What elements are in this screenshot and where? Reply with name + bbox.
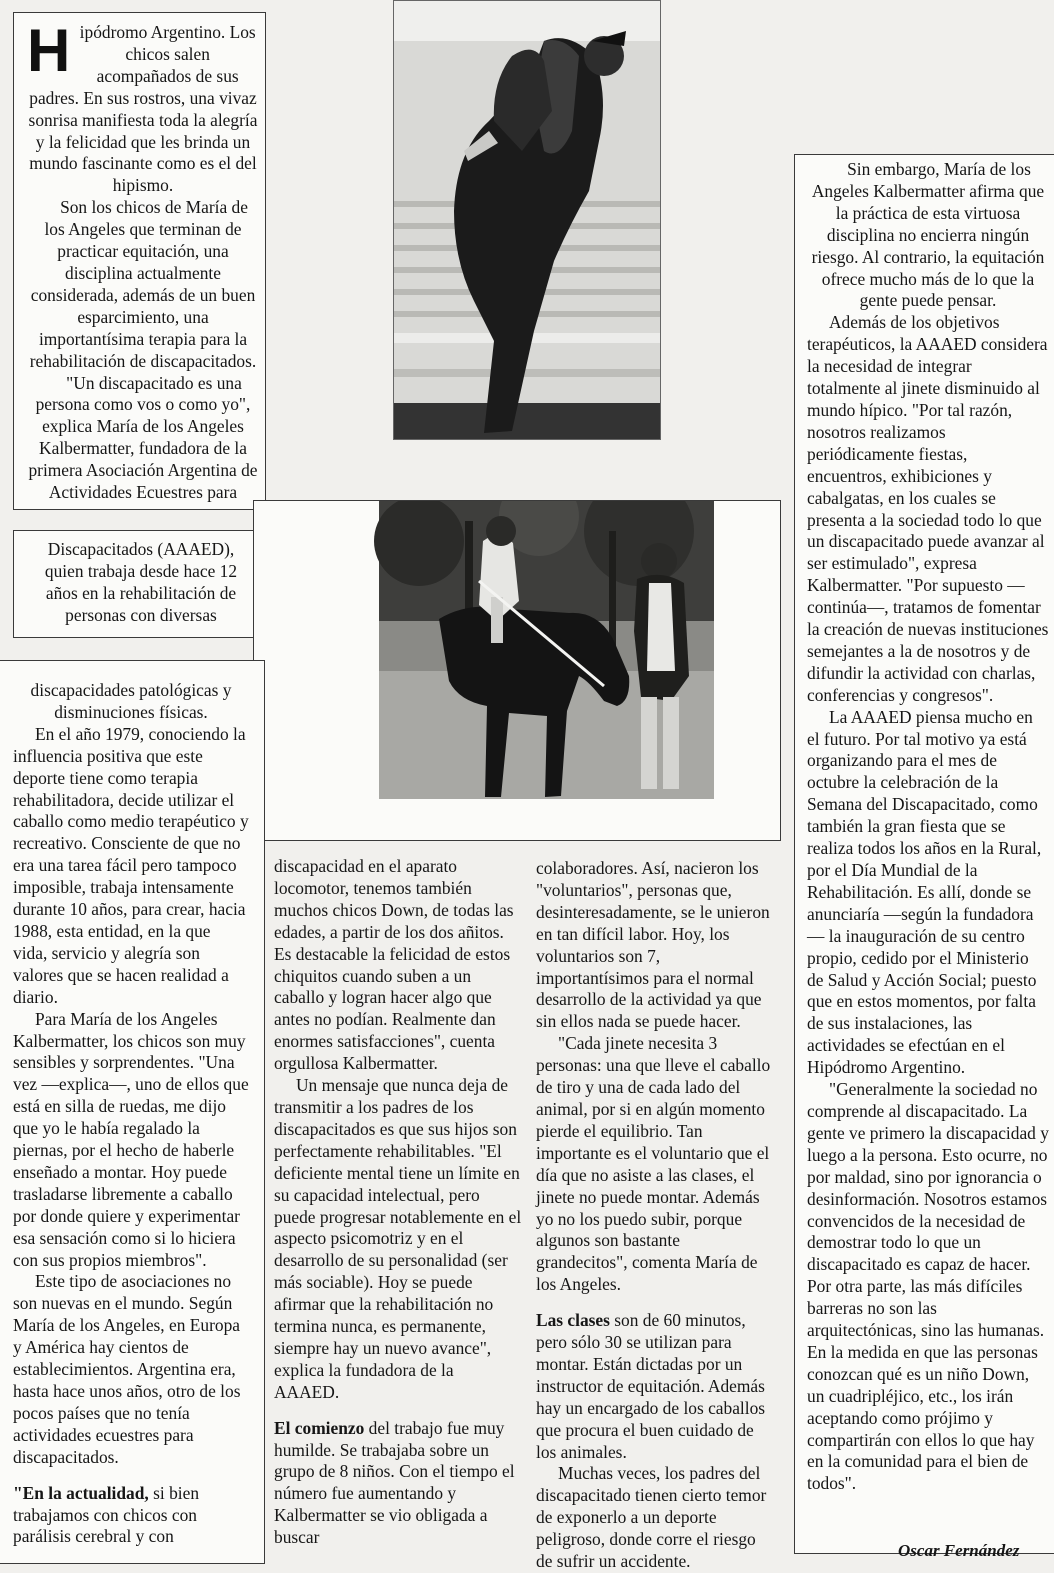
horse-jump-photo-icon: [394, 1, 661, 440]
paragraph: "Generalmente la sociedad no comprende al discapacitado. La gente ve primero la discapacidad y luego a la persona. Esto ocurre, no por maldad, sino por ignorancia o desinformación. Nosotros estamos convencidos de la necesidad de demostrar todo lo que un discapacitado es capaz de hacer. Por otra parte, las más difíciles barreras no son las arquitectónicas, sino las humanas. En la medida en que las personas conozcan qué es un niño Down, un cuadripléjico, etc., los irán aceptando como prójimo y compartirán con ellos lo que hay en la comunidad para el bien de todos".: [807, 1079, 1049, 1494]
paragraph: Además de los objetivos terapéuticos, la AAAED considera la necesidad de integrar totalmente al jinete disminuido al mundo hípico. "Por tal razón, nosotros realizamos periódicamente fiestas, encuentros, exhibiciones y cabalgatas, en los cuales se presenta a la sociedad todo lo que un discapacitado puede avanzar al ser estimulado", expresa Kalbermatter. "Por supuesto —continúa—, tratamos de fomentar la creación de nuevas instituciones semejantes a la de nosotros y de difundir la actividad con charlas, conferencias y congresos".: [807, 312, 1049, 705]
paragraph: "Un discapacitado es una persona como vos o como yo", explica María de los Angeles Kalbermatter, fundadora de la primera Asociación Argentina de Actividades Ecuestres para: [28, 372, 258, 503]
paragraph: "Cada jinete necesita 3 personas: una que lleve el caballo de tiro y una de cada lado del animal, por si en algún momento pierde el equilibrio. Tan importante es el voluntario que el día que no asiste a las clases, el jinete no puede montar. Además yo no los puedo subir, porque algunos son bastante grandecitos", comenta María de los Angeles.: [536, 1033, 771, 1295]
paragraph: Muchas veces, los padres del discapacitado tienen cierto temor de exponerlo a un deporte peligroso, donde corre el riesgo de sufrir un accidente.: [536, 1463, 767, 1572]
paragraph-text: son de 60 minutos, pero sólo 30 se utilizan para montar. Están dictadas por un instructor de equitación. Además hay un encargado de los caballos que procura el buen cuidado de los animales.: [536, 1310, 766, 1462]
clipping-column-4: [794, 154, 1054, 1554]
horse-rider-photo-icon: [254, 501, 781, 841]
paragraph: Para María de los Angeles Kalbermatter, los chicos son muy sensibles y sorprendentes. "Una vez —explica—, uno de ellos que está en silla de ruedas, me dijo que yo le había regalado la piernas, por el hecho de haberle enseñado a montar. Hoy puede trasladarse libremente a caballo por donde quiere y experimentar esa sensación como si lo hiciera con sus propios miembros".: [13, 1008, 249, 1270]
paragraph: discapacidad en el aparato locomotor, tenemos también muchos chicos Down, de todas las edades, a partir de los dos añitos. Es destacable la felicidad de estos chiquitos cuando suben a un caballo y logran hacer algo que antes no podían. Realmente dan enormes satisfacciones", cuenta orgullosa Kalbermatter.: [274, 856, 514, 1074]
paragraph: La AAAED piensa mucho en el futuro. Por tal motivo ya está organizando para el mes de octubre la celebración de la Semana del Discapacitado, como también la gran fiesta que se realiza todos los años en la Rural, por el Día Mundial de la Rehabilitación. Es allí, donde se anunciaría —según la fundadora— la inauguración de su centro propio, cedido por el Ministerio de Salud y Acción Social; puesto que en estos momentos, por falta de sus instalaciones, las actividades se efectúan en el Hipódromo Argentino.: [807, 706, 1042, 1078]
photo-horse-jump: [393, 0, 661, 440]
paragraph: discapacidades patológicas y disminuciones físicas.: [30, 680, 232, 722]
paragraph: Discapacitados (AAAED), quien trabaja desde hace 12 años en la rehabilitación de personas con diversas: [44, 539, 238, 625]
paragraph: Sin embargo, María de los Angeles Kalbermatter afirma que la práctica de esta virtuosa disciplina no encierra ningún riesgo. Al contrario, la equitación ofrece mucho más de lo que la gente puede pensar.: [811, 159, 1045, 311]
photo-horse-rider: [253, 500, 781, 841]
paragraph-text: si bien trabajamos con chicos con parálisis cerebral y con: [13, 1482, 200, 1547]
paragraph: [13, 1483, 249, 1549]
lead-in: Las clases: [536, 1310, 610, 1331]
paragraph: Este tipo de asociaciones no son nuevas en el mundo. Según María de los Angeles, en Europa y América hay cientos de establecimientos. Argentina era, hasta hace unos años, otro de los pocos países que no tenía actividades ecuestres para discapacitados.: [13, 1271, 241, 1467]
lead-in: El comienzo: [274, 1417, 365, 1438]
paragraph: colaboradores. Así, nacieron los "voluntarios", personas que, desinteresadamente, se le unieron en tan difícil labor. Hoy, los voluntarios son 7, importantísimos para el normal desarrollo de la actividad ya que sin ellos nada se puede hacer.: [536, 858, 770, 1032]
column-2: [274, 856, 522, 1549]
clipping-column-1: [0, 660, 265, 1564]
paragraph: [536, 1310, 772, 1463]
clipping-intro: [13, 12, 266, 510]
paragraph: En el año 1979, conociendo la influencia positiva que este deporte tiene como terapia rehabilitadora, decide utilizar el caballo como medio terapéutico y recreativo. Consciente de que no era una tarea fácil pero tampoco imposible, trabaja intensamente durante 10 años, para crear, hacia 1988, esta entidad, en la que vida, servicio y alegría son valores que se hacen realidad a diario.: [13, 723, 249, 1007]
lead-in: "En la actualidad,: [13, 1482, 149, 1503]
paragraph: [274, 1418, 522, 1549]
drop-cap: H: [27, 17, 71, 84]
column-3: [536, 858, 772, 1573]
paragraph: ipódromo Argentino. Los chicos salen acompañados de sus padres. En sus rostros, una vivaz sonrisa manifiesta toda la alegría y la felicidad que les brinda un mundo fascinante como es el del hipismo.: [28, 22, 258, 196]
paragraph-text: del trabajo fue muy humilde. Se trabajaba sobre un grupo de 8 niños. Con el tiempo el número fue aumentando y Kalbermatter se vio obligada a buscar: [274, 1417, 515, 1548]
byline: Oscar Fernández: [898, 1541, 1020, 1560]
paragraph: Un mensaje que nunca deja de transmitir a los padres de los discapacitados es que sus hijos son perfectamente rehabilitables. "El deficiente mental tiene un límite en su capacidad intelectual, pero puede progresar notablemente en el aspecto psicomotriz y en el desarrollo de su personalidad (ser más sociable). Hoy se puede afirmar que la rehabilitación no termina nunca, es permanente, siempre hay un nuevo avance", explica la fundadora de la AAAED.: [274, 1075, 522, 1402]
clipping-continuation: [13, 530, 266, 638]
paragraph: Son los chicos de María de los Angeles que terminan de practicar equitación, una disciplina actualmente considerada, además de un buen esparcimiento, una importantísima terapia para la rehabilitación de discapacitados.: [29, 197, 257, 371]
